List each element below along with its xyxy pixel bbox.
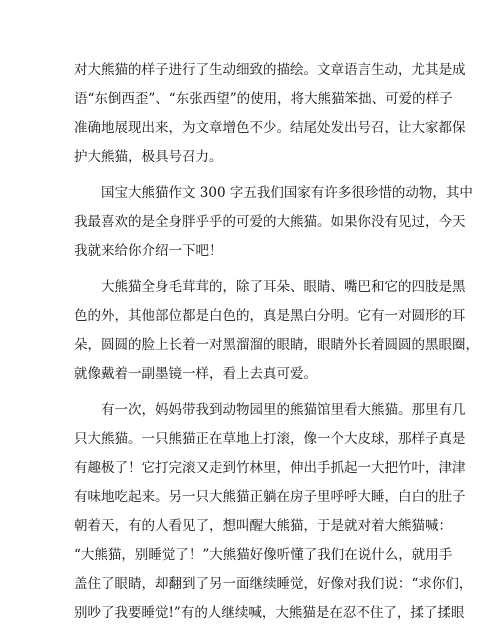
text-line: 国宝大熊猫作文 300 字五我们国家有许多很珍惜的动物，其中: [74, 185, 473, 201]
text-line: 朝着天，有的人看见了，想叫醒大熊猫，于是就对着大熊猫喊：: [74, 518, 452, 534]
article-text: [74, 56, 479, 628]
paragraph-2: [74, 179, 473, 266]
text-line: 大熊猫全身毛茸茸的，除了耳朵、眼睛、嘴巴和它的四肢是黑: [74, 279, 466, 295]
text-line: 有味地吃起来。另一只大熊猫正躺在房子里呼呼大睡，白白的肚子: [74, 489, 466, 505]
paragraph-4: [74, 396, 473, 628]
paragraph-spacer: [74, 389, 430, 396]
paragraph-3: [74, 273, 479, 389]
text-line: 盖住了眼睛，却翻到了另一面继续睡觉，好像对我们说：“求你们，: [74, 576, 473, 592]
text-line: 语“东倒西歪”、“东张西望”的使用，将大熊猫笨拙、可爱的样子: [74, 91, 453, 107]
text-line: 护大熊猫，极具号召力。: [74, 149, 223, 165]
paragraph-1: [74, 56, 466, 172]
text-line: 朵，圆圆的脸上长着一对黑溜溜的眼睛，眼睛外长着圆圆的黑眼圈，: [74, 337, 479, 353]
text-line: “大熊猫，别睡觉了！”大熊猫好像听懂了我们在说什么，就用手: [74, 547, 453, 563]
text-line: 对大熊猫的样子进行了生动细致的描绘。文章语言生动，尤其是成: [74, 62, 466, 78]
text-line: 有趣极了！它打完滚又走到竹林里，伸出手抓起一大把竹叶，津津: [74, 460, 466, 476]
text-line: 别吵了我要睡觉!”有的人继续喊，大熊猫是在忍不住了，揉了揉眼: [74, 605, 465, 621]
text-line: 我最喜欢的是全身胖乎乎的可爱的大熊猫。如果你没有见过，今天: [74, 214, 466, 230]
text-line: 就像戴着一副墨镜一样，看上去真可爱。: [74, 366, 317, 382]
text-line: 有一次，妈妈带我到动物园里的熊猫馆里看大熊猫。那里有几: [74, 402, 466, 418]
text-line: 只大熊猫。一只熊猫正在草地上打滚，像一个大皮球，那样子真是: [74, 431, 466, 447]
text-line: 我就来给你介绍一下吧！: [74, 243, 223, 259]
paragraph-spacer: [74, 172, 430, 179]
text-line: 准确地展现出来，为文章增色不少。结尾处发出号召，让大家都保: [74, 120, 466, 136]
text-line: 色的外，其他部位都是白色的，真是黑白分明。它有一对圆形的耳: [74, 308, 466, 324]
paragraph-spacer: [74, 266, 430, 273]
